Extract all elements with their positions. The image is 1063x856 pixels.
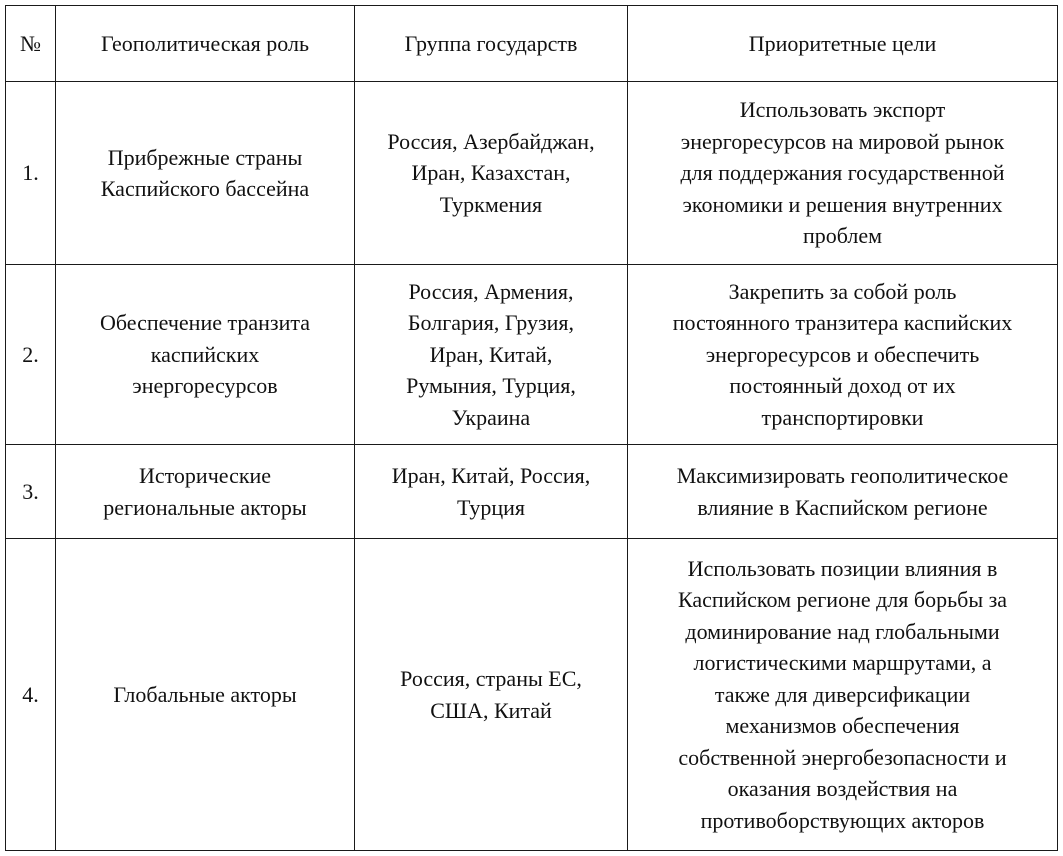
goals-line: Использовать позиции влияния в [687, 555, 998, 581]
group-cell [355, 265, 628, 445]
group-cell [355, 445, 628, 539]
goals-line: экономики и решения внутренних [682, 191, 1003, 217]
role-line: Глобальные акторы [113, 681, 297, 707]
goals-line: Закрепить за собой роль [728, 278, 957, 304]
goals-line: оказания воздействия на [727, 776, 958, 802]
group-line: Россия, Армения, [408, 278, 574, 304]
role-line: Каспийского бассейна [100, 176, 310, 201]
goals-line: Каспийском регионе для борьбы за [677, 587, 1008, 613]
goals-line: постоянный доход от их [729, 373, 956, 399]
goals-line: Максимизировать геополитическое [676, 463, 1009, 488]
group-line: Иран, Китай, Россия, [391, 463, 591, 488]
group-line: Россия, страны ЕС, [400, 666, 582, 691]
goals-line: постоянного транзитера каспийских [672, 310, 1013, 336]
goals-line: противоборствующих акторов [700, 807, 985, 833]
group-line: Туркмения [439, 191, 543, 217]
table-row [6, 82, 1058, 265]
table-row [6, 265, 1058, 445]
group-line: Иран, Китай, [429, 341, 553, 367]
goals-line: транспортировки [761, 404, 924, 430]
header-group: Группа государств [355, 6, 628, 82]
role-line: каспийских [150, 341, 260, 367]
goals-line: энергоресурсов и обеспечить [705, 341, 980, 367]
row-number: 1. [6, 82, 56, 265]
goals-cell [628, 539, 1058, 851]
group-cell [355, 82, 628, 265]
header-goals: Приоритетные цели [628, 6, 1058, 82]
geopolitical-roles-table [5, 5, 1058, 851]
group-line: Иран, Казахстан, [411, 160, 571, 186]
table-header [6, 6, 1058, 82]
group-line: Украина [451, 404, 531, 430]
goals-line: собственной энергобезопасности и [678, 744, 1007, 770]
goals-cell [628, 82, 1058, 265]
group-line: Россия, Азербайджан, [387, 128, 595, 154]
table-body [6, 82, 1058, 851]
header-row [6, 6, 1058, 82]
goals-line: доминирование над глобальными [685, 618, 1000, 644]
header-number: № [6, 6, 56, 82]
group-line: Румыния, Турция, [406, 373, 576, 399]
role-cell [56, 265, 355, 445]
goals-cell [628, 445, 1058, 539]
group-cell [355, 539, 628, 851]
table-row [6, 539, 1058, 851]
role-cell [56, 539, 355, 851]
role-line: Прибрежные страны [107, 144, 303, 170]
header-role: Геополитическая роль [56, 6, 355, 82]
group-line: Болгария, Грузия, [407, 310, 575, 336]
role-line: Обеспечение транзита [99, 310, 311, 336]
group-line: Турция [456, 494, 525, 520]
goals-line: для поддержания государственной [680, 160, 1005, 186]
role-cell [56, 445, 355, 539]
goals-line: влияние в Каспийском регионе [697, 494, 988, 520]
row-number: 2. [6, 265, 56, 445]
goals-line: Использовать экспорт [739, 97, 946, 123]
goals-line: логистическими маршрутами, а [693, 650, 992, 676]
goals-line: также для диверсификации [714, 681, 971, 707]
role-line: энергоресурсов [132, 373, 278, 399]
goals-line: энергоресурсов на мировой рынок [680, 128, 1005, 154]
role-cell [56, 82, 355, 265]
row-number: 4. [6, 539, 56, 851]
table-row [6, 445, 1058, 539]
role-line: Исторические [138, 463, 272, 488]
goals-cell [628, 265, 1058, 445]
goals-line: проблем [802, 223, 883, 249]
group-line: США, Китай [430, 697, 552, 723]
role-line: региональные акторы [103, 494, 307, 520]
goals-line: механизмов обеспечения [725, 713, 960, 739]
row-number: 3. [6, 445, 56, 539]
